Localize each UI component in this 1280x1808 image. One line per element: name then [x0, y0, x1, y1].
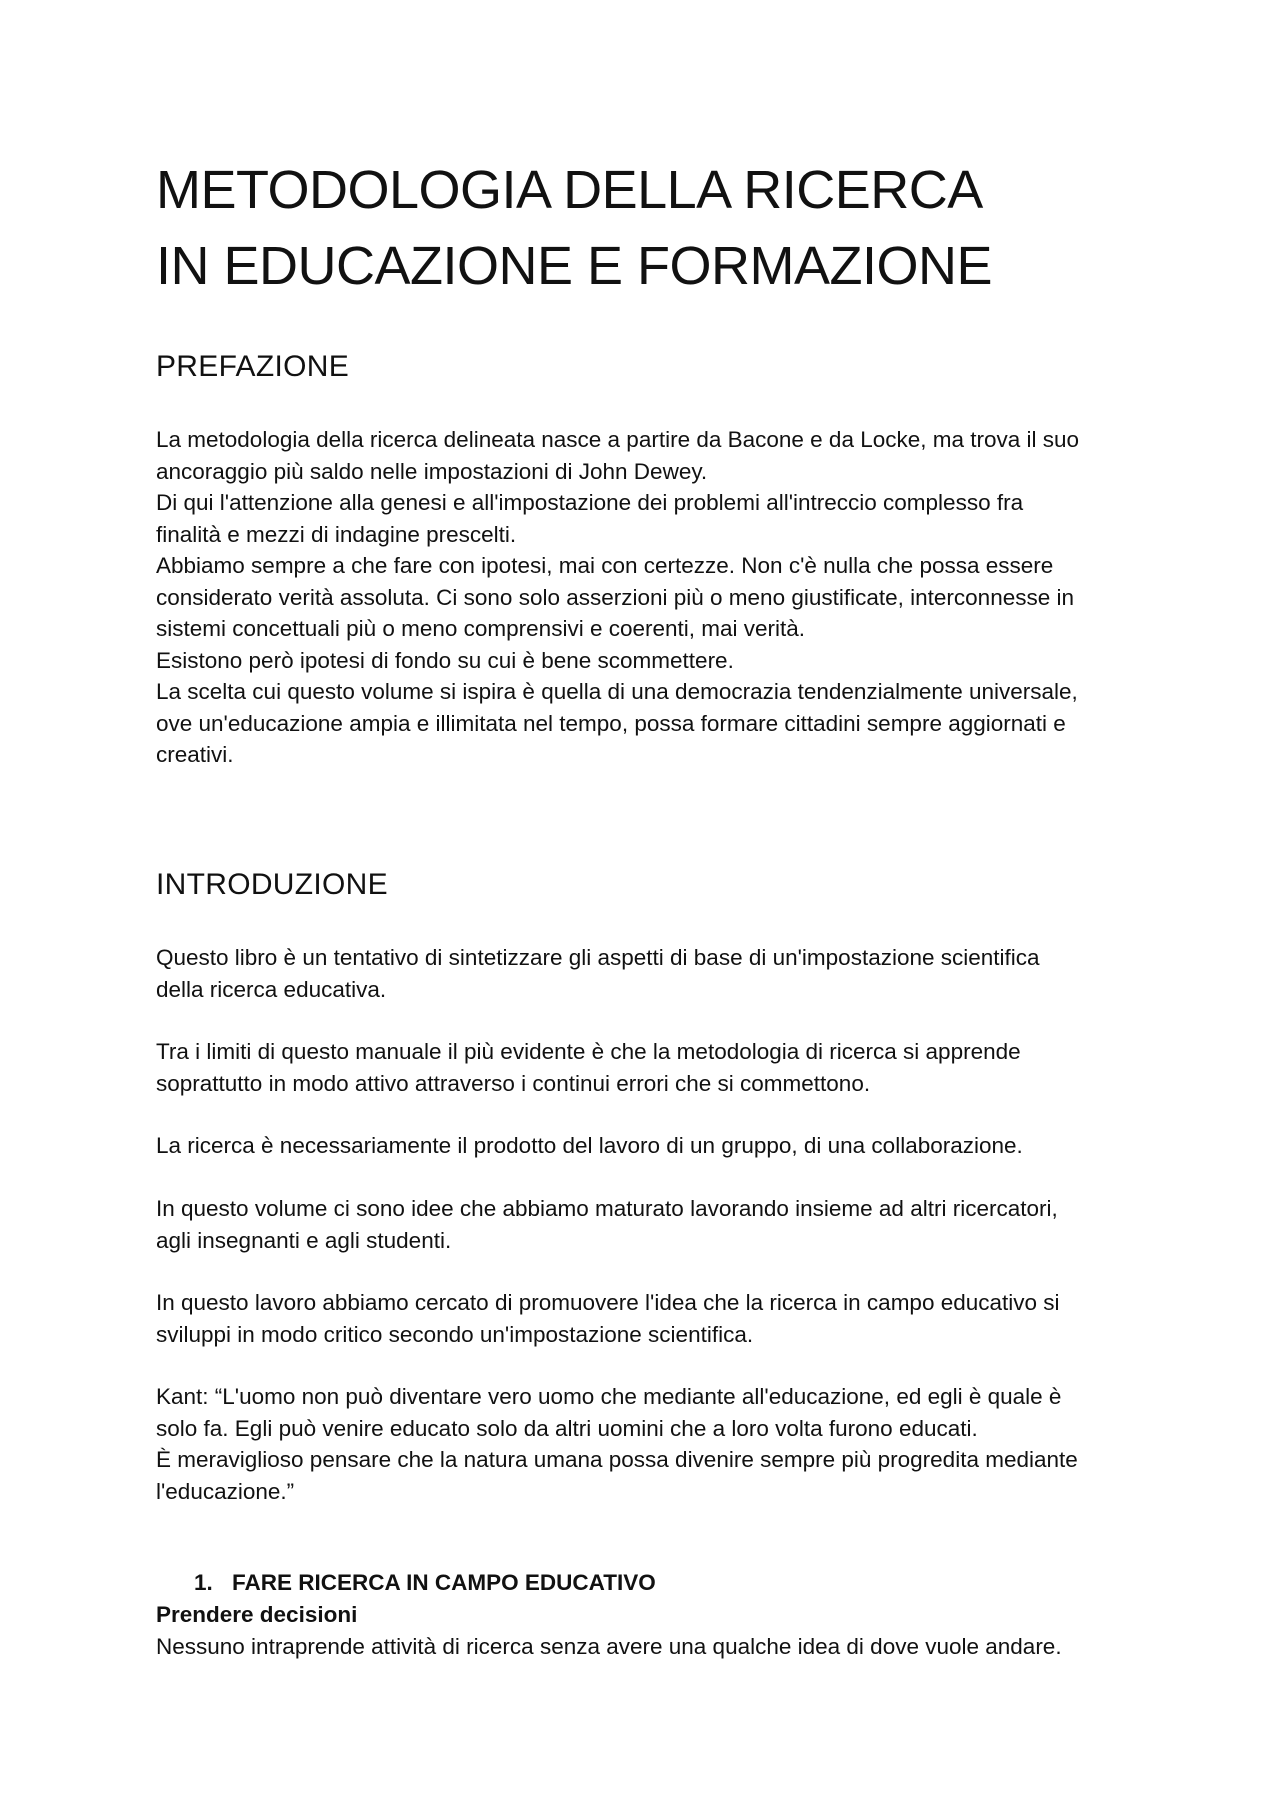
text-line: In questo volume ci sono idee che abbiamo maturato lavorando insieme ad altri ricercatori, [156, 1196, 1058, 1221]
text-line: creativi. [156, 742, 234, 767]
introduzione-heading: INTRODUZIONE [156, 868, 388, 901]
text-line: ancoraggio più saldo nelle impostazioni di John Dewey. [156, 458, 708, 484]
document-title [156, 152, 992, 304]
section-title: FARE RICERCA IN CAMPO EDUCATIVO [232, 1570, 656, 1595]
section-number: 1. [194, 1570, 213, 1595]
text-line: Di qui l'attenzione alla genesi e all'impostazione dei problemi all'intreccio complesso fra [156, 490, 1024, 515]
text-line: soprattutto in modo attivo attraverso i continui errori che si commettono. [156, 1070, 871, 1096]
text-line: La ricerca è necessariamente il prodotto del lavoro di un gruppo, di una collaborazione. [156, 1133, 1023, 1158]
introduzione-paragraph-5 [156, 1287, 1141, 1350]
prefazione-text [156, 424, 1141, 771]
text-line: La metodologia della ricerca delineata nasce a partire da Bacone e da Locke, ma trova il suo [156, 427, 1080, 452]
text-line: È meraviglioso pensare che la natura umana possa divenire sempre più progredita mediante [156, 1447, 1078, 1472]
text-line: Abbiamo sempre a che fare con ipotesi, mai con certezze. Non c'è nulla che possa essere [156, 553, 1054, 578]
text-line: ove un'educazione ampia e illimitata nel tempo, possa formare cittadini sempre aggiornati e [156, 710, 1066, 736]
text-line: Kant: “L'uomo non può diventare vero uomo che mediante all'educazione, ed egli è quale è [156, 1384, 1062, 1409]
text-line: l'educazione.” [156, 1478, 295, 1504]
text-line: sviluppi in modo critico secondo un'impostazione scientifica. [156, 1321, 754, 1347]
text-line: considerato verità assoluta. Ci sono solo asserzioni più o meno giustificate, interconnesse in [156, 584, 1074, 610]
text-line: della ricerca educativa. [156, 976, 387, 1002]
text-line: Nessuno intraprende attività di ricerca senza avere una qualche idea di dove vuole andare. [156, 1634, 1062, 1659]
section-1-subheading: Prendere decisioni [156, 1602, 358, 1627]
text-line: La scelta cui questo volume si ispira è quella di una democrazia tendenzialmente universale, [156, 679, 1078, 704]
text-line: Esistono però ipotesi di fondo su cui è bene scommettere. [156, 647, 734, 673]
introduzione-paragraph-3 [156, 1130, 1141, 1162]
text-line: Questo libro è un tentativo di sintetizzare gli aspetti di base di un'impostazione scientifica [156, 945, 1040, 970]
title-line-1: METODOLOGIA DELLA RICERCA [156, 160, 983, 220]
text-line: In questo lavoro abbiamo cercato di promuovere l'idea che la ricerca in campo educativo si [156, 1290, 1060, 1315]
section-1-text [156, 1631, 1141, 1663]
section-1-heading [194, 1567, 656, 1599]
introduzione-paragraph-2 [156, 1036, 1141, 1099]
kant-quote [156, 1381, 1141, 1507]
text-line: Tra i limiti di questo manuale il più evidente è che la metodologia di ricerca si apprende [156, 1039, 1021, 1064]
title-line-2: IN EDUCAZIONE E FORMAZIONE [156, 236, 993, 296]
introduzione-paragraph-4 [156, 1193, 1141, 1256]
text-line: agli insegnanti e agli studenti. [156, 1227, 452, 1253]
introduzione-paragraph-1 [156, 942, 1141, 1005]
text-line: sistemi concettuali più o meno comprensivi e coerenti, mai verità. [156, 616, 806, 641]
text-line: finalità e mezzi di indagine prescelti. [156, 521, 517, 547]
prefazione-heading: PREFAZIONE [156, 350, 350, 383]
text-line: solo fa. Egli può venire educato solo da altri uomini che a loro volta furono educati. [156, 1415, 978, 1441]
